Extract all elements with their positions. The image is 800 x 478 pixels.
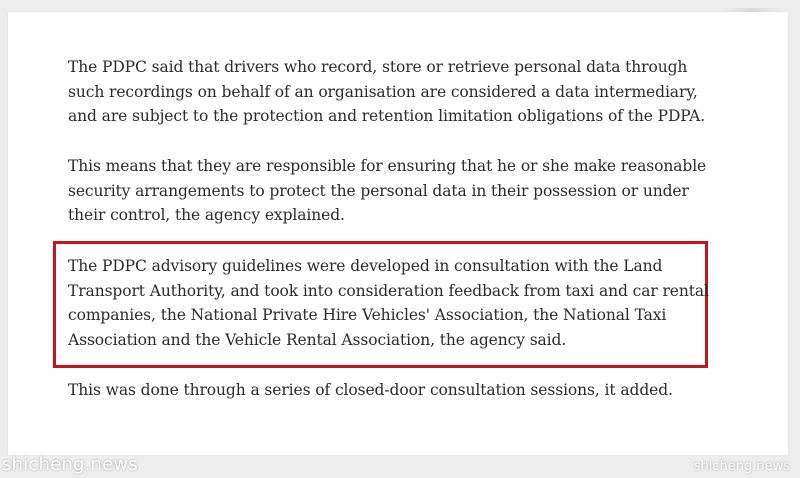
article-paragraph-4: This was done through a series of closed-door consultation sessions, it added.: [68, 381, 673, 399]
article-paragraph-3-highlighted: The PDPC advisory guidelines were developed in consultation with the Land Transport Authority, and took into consideration feedback from taxi and car rental companies, the National Private Hire Vehicles' Association, the National Taxi Association and the Vehicle Rental Association, the agency said.: [68, 257, 709, 349]
article-paragraph-1: The PDPC said that drivers who record, store or retrieve personal data through such recordings on behalf of an organisation are considered a data intermediary, and are subject to the protection and retention limitation obligations of the PDPA.: [68, 58, 706, 125]
watermark-right: shicheng.news: [693, 459, 790, 474]
article-card: [8, 12, 788, 455]
article-paragraph-2: This means that they are responsible for ensuring that he or she make reasonable security arrangements to protect the personal data in their possession or under their control, the agency explained.: [68, 157, 707, 224]
watermark-left: shicheng.news: [2, 454, 138, 475]
